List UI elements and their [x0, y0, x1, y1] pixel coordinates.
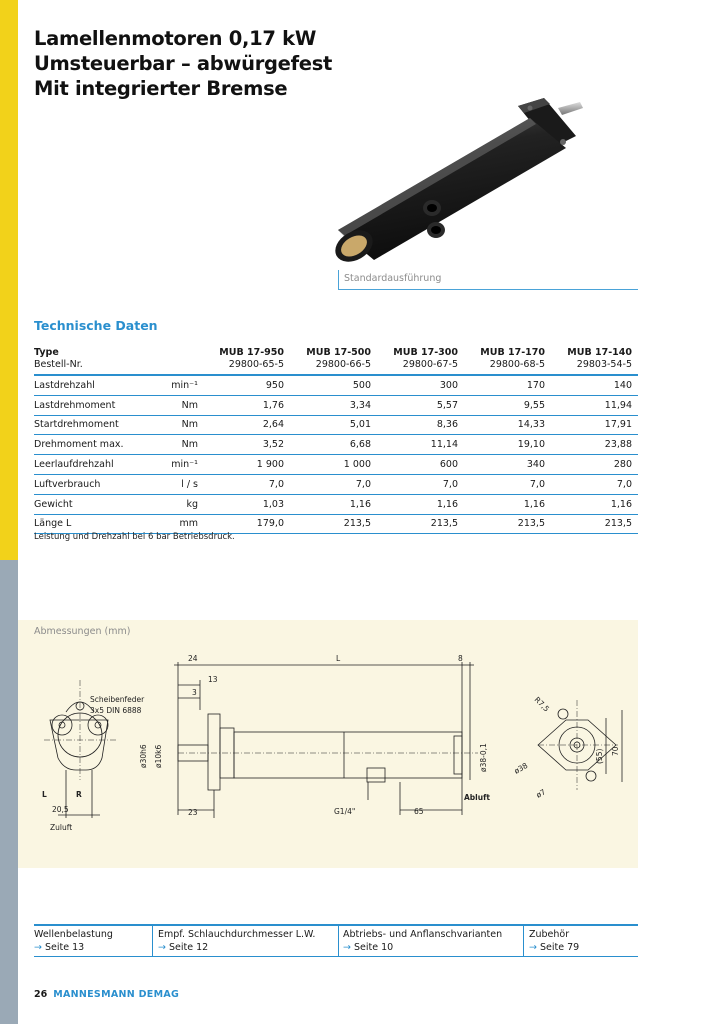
table-cell: 300 — [377, 375, 464, 395]
table-cell: 213,5 — [464, 514, 551, 534]
footer-rule-bottom — [34, 956, 638, 957]
model-header — [551, 346, 638, 375]
model-name: MUB 17-140 — [567, 347, 632, 358]
dim-20-5: 20,5 — [52, 805, 69, 814]
table-cell: 6,68 — [290, 435, 377, 455]
arrow-right-icon: → — [158, 942, 166, 953]
dim-dia7: ø7 — [534, 787, 548, 800]
order-label: Bestell-Nr. — [34, 359, 83, 370]
row-unit: mm — [144, 514, 204, 534]
dim-dia30: ø30h6 — [139, 744, 148, 768]
dim-dia38: ø38-0,1 — [479, 743, 488, 772]
row-unit: min⁻¹ — [144, 455, 204, 475]
footer-link-page: Seite 13 — [45, 942, 85, 953]
technical-data-table — [34, 346, 638, 534]
sidebar-yellow-bar — [0, 0, 18, 560]
footer-rule-top — [34, 924, 638, 926]
motor-product-image — [330, 96, 585, 266]
row-label: Leerlaufdrehzahl — [34, 455, 144, 475]
table-row — [34, 514, 638, 534]
model-header — [204, 346, 290, 375]
footer-link-schlauch[interactable] — [158, 928, 315, 954]
dim-g14: G1/4" — [334, 807, 356, 816]
zuluft-label: Zuluft — [50, 823, 73, 832]
dim-r75: R7,5 — [532, 695, 552, 714]
table-cell: 280 — [551, 455, 638, 475]
table-cell: 5,01 — [290, 415, 377, 435]
order-number: 29800-68-5 — [489, 359, 545, 370]
dimension-drawing — [18, 640, 638, 840]
dim-13: 13 — [208, 675, 218, 684]
model-header — [464, 346, 551, 375]
footer-link-wellenbelastung[interactable] — [34, 928, 113, 954]
footer-link-title: Empf. Schlauchdurchmesser L.W. — [158, 929, 316, 940]
arrow-right-icon: → — [34, 942, 42, 953]
footer-link-title: Zubehör — [529, 929, 570, 940]
model-name: MUB 17-300 — [393, 347, 458, 358]
key-label-2: 3x5 DIN 6888 — [90, 706, 142, 715]
table-row — [34, 415, 638, 435]
caption-rule-horizontal — [338, 289, 638, 290]
table-cell: 19,10 — [464, 435, 551, 455]
table-cell: 8,36 — [377, 415, 464, 435]
table-cell: 3,52 — [204, 435, 290, 455]
table-cell: 7,0 — [377, 474, 464, 494]
title-line-1: Lamellenmotoren 0,17 kW — [34, 27, 317, 50]
footer-link-title: Abtriebs- und Anflanschvarianten — [343, 929, 503, 940]
footer-separator — [523, 924, 524, 956]
right-end-view — [538, 700, 622, 790]
model-header — [377, 346, 464, 375]
table-cell: 14,33 — [464, 415, 551, 435]
page-number: 26 — [34, 989, 48, 1000]
footer-link-abtriebs[interactable] — [343, 928, 502, 954]
row-unit: min⁻¹ — [144, 375, 204, 395]
footer-separator — [152, 924, 153, 956]
dim-dia38-end: ø38 — [512, 760, 530, 776]
dim-3: 3 — [192, 688, 197, 697]
table-body — [34, 375, 638, 534]
table-cell: 11,14 — [377, 435, 464, 455]
dimensions-label: Abmessungen (mm) — [34, 626, 131, 637]
footer-link-page: Seite 12 — [169, 942, 209, 953]
section-title-technical-data: Technische Daten — [34, 318, 158, 333]
side-view — [174, 662, 478, 818]
dim-8: 8 — [458, 654, 463, 663]
type-header — [34, 346, 144, 375]
title-line-2: Umsteuerbar – abwürgefest — [34, 52, 333, 75]
page-title — [34, 26, 332, 101]
dim-dia10: ø10k6 — [154, 744, 163, 768]
sidebar-grey-bar — [0, 560, 18, 1024]
dim-23: 23 — [188, 808, 198, 817]
table-cell: 500 — [290, 375, 377, 395]
image-caption: Standardausführung — [344, 273, 442, 284]
model-name: MUB 17-500 — [306, 347, 371, 358]
table-cell: 1,16 — [290, 494, 377, 514]
table-note: Leistung und Drehzahl bei 6 bar Betriebsdruck. — [34, 532, 235, 542]
table-cell: 3,34 — [290, 395, 377, 415]
table-cell: 1,16 — [464, 494, 551, 514]
page-footer — [34, 989, 179, 1000]
footer-link-page: Seite 10 — [354, 942, 394, 953]
row-unit: Nm — [144, 395, 204, 415]
row-label: Lastdrehmoment — [34, 395, 144, 415]
title-line-3: Mit integrierter Bremse — [34, 77, 288, 100]
table-cell: 1,03 — [204, 494, 290, 514]
key-label-1: Scheibenfeder — [90, 695, 145, 704]
row-label: Gewicht — [34, 494, 144, 514]
row-label: Luftverbrauch — [34, 474, 144, 494]
model-header — [290, 346, 377, 375]
order-number: 29800-67-5 — [402, 359, 458, 370]
table-cell: 950 — [204, 375, 290, 395]
order-number: 29800-66-5 — [315, 359, 371, 370]
arrow-right-icon: → — [529, 942, 537, 953]
dim-55: (55) — [595, 748, 604, 764]
table-row — [34, 435, 638, 455]
table-cell: 213,5 — [551, 514, 638, 534]
brand-name: MANNESMANN DEMAG — [53, 989, 180, 1000]
footer-link-title: Wellenbelastung — [34, 929, 113, 940]
row-unit: Nm — [144, 435, 204, 455]
left-marker: L — [42, 790, 47, 799]
dim-24: 24 — [188, 654, 198, 663]
footer-link-page: Seite 79 — [540, 942, 580, 953]
table-cell: 17,91 — [551, 415, 638, 435]
footer-link-zubehoer[interactable] — [529, 928, 579, 954]
table-cell: 600 — [377, 455, 464, 475]
table-cell: 23,88 — [551, 435, 638, 455]
table-cell: 179,0 — [204, 514, 290, 534]
order-number: 29800-65-5 — [228, 359, 284, 370]
table-cell: 9,55 — [464, 395, 551, 415]
table-cell: 5,57 — [377, 395, 464, 415]
right-marker: R — [76, 790, 82, 799]
table-cell: 213,5 — [377, 514, 464, 534]
table-cell: 2,64 — [204, 415, 290, 435]
row-label: Lastdrehzahl — [34, 375, 144, 395]
type-label: Type — [34, 347, 59, 358]
table-row — [34, 494, 638, 514]
model-name: MUB 17-950 — [219, 347, 284, 358]
table-row — [34, 455, 638, 475]
table-cell: 213,5 — [290, 514, 377, 534]
dim-70: 70 — [611, 746, 620, 756]
table-cell: 7,0 — [290, 474, 377, 494]
row-unit: Nm — [144, 415, 204, 435]
row-label: Länge L — [34, 514, 144, 534]
dim-65: 65 — [414, 807, 424, 816]
table-cell: 1 000 — [290, 455, 377, 475]
table-row — [34, 375, 638, 395]
table-cell: 7,0 — [551, 474, 638, 494]
abluft-label: Abluft — [464, 793, 490, 802]
row-unit: l / s — [144, 474, 204, 494]
table-cell: 1,76 — [204, 395, 290, 415]
model-name: MUB 17-170 — [480, 347, 545, 358]
table-cell: 1 900 — [204, 455, 290, 475]
unit-header — [144, 346, 204, 375]
arrow-right-icon: → — [343, 942, 351, 953]
table-row — [34, 474, 638, 494]
row-label: Drehmoment max. — [34, 435, 144, 455]
caption-rule-vertical — [338, 270, 339, 290]
table-cell: 1,16 — [551, 494, 638, 514]
dim-L: L — [336, 654, 341, 663]
table-cell: 7,0 — [204, 474, 290, 494]
row-unit: kg — [144, 494, 204, 514]
table-cell: 1,16 — [377, 494, 464, 514]
table-cell: 140 — [551, 375, 638, 395]
order-number: 29803-54-5 — [576, 359, 632, 370]
table-cell: 7,0 — [464, 474, 551, 494]
table-cell: 11,94 — [551, 395, 638, 415]
table-cell: 340 — [464, 455, 551, 475]
footer-separator — [338, 924, 339, 956]
table-header-row — [34, 346, 638, 375]
table-cell: 170 — [464, 375, 551, 395]
row-label: Startdrehmoment — [34, 415, 144, 435]
table-row — [34, 395, 638, 415]
